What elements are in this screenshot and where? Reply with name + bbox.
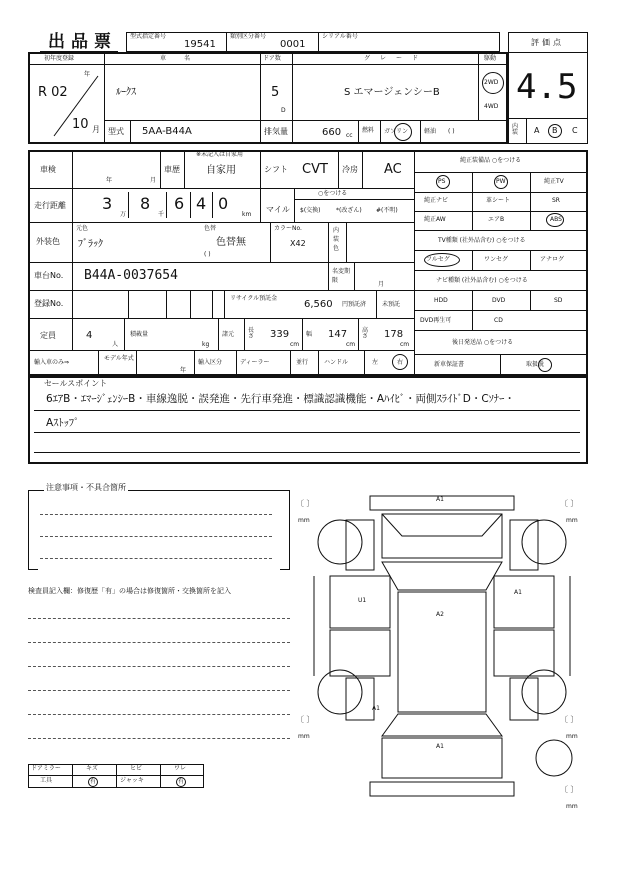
history-note: ※未記入は自家用 — [196, 151, 244, 158]
handle-label: ハンドル — [324, 359, 349, 366]
navi-label: ナビ種類 (社外品含む) ○をつける — [436, 277, 528, 284]
recycle-value: 6,560 — [304, 299, 333, 310]
sheet-title: 出品票 — [48, 32, 117, 52]
inspection-year-unit: 年 — [106, 177, 113, 184]
mark-right-door: A1 — [514, 589, 522, 596]
repaint-paren: ( ) — [204, 251, 211, 258]
shift-label: シフト — [264, 165, 288, 174]
reg-no-label: 登録No. — [34, 299, 64, 308]
roof — [398, 592, 486, 712]
altered-option: *(改ざん) — [336, 207, 362, 214]
interior-a: A — [534, 126, 540, 135]
first-reg-label: 初年度登録 — [44, 55, 75, 62]
man-unit: 万 — [120, 211, 127, 218]
legend-tool-value: 有 — [90, 778, 97, 785]
sales-line-1: 6ｴｱB・ｴﾏｰｼﾞｪﾝｼｰB・車線逸脱・誤発進・先行車発進・標識認識機能・Aﾊｲﾋﾞ・両側ｽﾗｲﾄﾞD・Cｿﾅｰ・ — [46, 393, 515, 405]
tread-bracket-spare: 〔 〕 — [560, 785, 579, 794]
model-year-label: モデル年式 — [104, 355, 134, 362]
sales-line-2: Aｽﾄｯﾌﾟ — [46, 417, 80, 429]
history-value: 自家用 — [206, 165, 236, 176]
model-year-unit: 年 — [180, 367, 187, 374]
mark-rear-bumper: A1 — [436, 743, 444, 750]
equip-leather: 革シート — [486, 197, 511, 204]
mark-left-door: U1 — [358, 597, 367, 604]
right-quarter — [510, 678, 538, 720]
legend-header-3: ワレ — [174, 765, 187, 772]
displacement-label: 排気量 — [264, 127, 288, 136]
length-value: 339 — [270, 329, 290, 340]
dealer-option: ディーラー — [240, 359, 270, 366]
equip-navi: 純正ナビ — [424, 197, 449, 204]
mile-label: マイル — [266, 205, 290, 214]
recycle-label-1: リサイクル預託金 — [230, 295, 278, 302]
legend-header-2: ヒビ — [130, 765, 143, 772]
import-label: 輸入車のみ⇒ — [34, 359, 70, 366]
shift-value: CVT — [302, 162, 328, 177]
equip-ps: PS — [438, 178, 446, 185]
doors-label: ドア数 — [263, 55, 281, 62]
displacement-value: 660 — [322, 127, 342, 138]
interior-color-label: 内装色 — [333, 227, 340, 252]
recycle-unpaid: 未預託 — [382, 301, 401, 308]
tread-mm-fr: mm — [566, 517, 578, 524]
color-label: 外装色 — [36, 237, 60, 246]
mileage-digit-2: 8 — [140, 194, 151, 213]
serial-label: シリアル番号 — [322, 33, 358, 40]
door-type: D — [281, 107, 286, 114]
manual-label: 取扱説 — [526, 361, 545, 368]
height-label: 高さ — [362, 327, 369, 340]
fuel-value: ガソリン — [384, 128, 409, 135]
length-unit: cm — [290, 341, 300, 348]
mark-note: ○をつける — [318, 190, 348, 197]
mileage-digit-1: 3 — [102, 194, 113, 213]
type-no-label: 型式指定番号 — [130, 33, 167, 40]
grade-label: グレード — [364, 55, 429, 62]
class-no-value: 0001 — [280, 39, 306, 50]
spare-wheel — [536, 740, 572, 776]
color-no-label: カラーNo. — [274, 225, 302, 232]
warranty-label: 新車保証書 — [434, 361, 465, 368]
legend-tool-label: 工具 — [40, 777, 53, 784]
model-label: 型式 — [108, 127, 124, 136]
drive-label: 駆動 — [484, 55, 497, 62]
left-quarter — [346, 678, 374, 720]
tread-mm-fl: mm — [298, 517, 310, 524]
score-label: 評価点 — [531, 38, 564, 47]
manual-circle — [538, 358, 552, 372]
equip-sr: SR — [552, 197, 560, 204]
mark-roof: A2 — [436, 611, 444, 618]
km-unit: km — [242, 211, 252, 218]
tv-analog: アナログ — [540, 256, 565, 263]
color-no-value: X42 — [290, 239, 306, 248]
capacity-unit: 人 — [112, 341, 119, 348]
first-reg-month: 10 — [72, 117, 89, 132]
repaint-value: 色替無 — [216, 237, 246, 248]
parallel-option: 並行 — [296, 359, 309, 366]
navi-hdd: HDD — [434, 297, 448, 304]
rear-window — [382, 714, 502, 736]
chassis-label: 車台No. — [34, 271, 64, 280]
ac-value: AC — [384, 162, 402, 177]
tread-bracket-rl: 〔 〕 — [296, 715, 315, 724]
mileage-digit-4: 4 — [196, 194, 207, 213]
front-right-fender — [510, 520, 538, 570]
handle-right: 右 — [397, 359, 404, 366]
mileage-label: 走行距離 — [34, 201, 66, 210]
capacity-value: 4 — [86, 330, 93, 341]
tv-fullseg-circle — [424, 253, 460, 267]
inspection-label: 車検 — [40, 165, 56, 174]
original-color-label: 元色 — [76, 225, 89, 232]
inspector-label: 検査員記入欄：修復歴「有」の場合は修復箇所・交換箇所を記入 — [28, 587, 231, 595]
interior-b: B — [552, 126, 558, 135]
later-label: 後日発送品 ○をつける — [452, 339, 514, 346]
exchange-option: $(交換) — [300, 207, 321, 214]
doors-value: 5 — [271, 85, 280, 100]
tread-mm-spare: mm — [566, 803, 578, 810]
recycle-unit: 円預託済 — [342, 301, 367, 308]
light-oil-paren: ( ) — [448, 128, 455, 135]
car-name-label: 車名 — [160, 55, 209, 62]
windshield — [382, 562, 502, 590]
drive-4wd: 4WD — [484, 103, 499, 110]
front-left-fender — [346, 520, 374, 570]
tv-fullseg: フルセグ — [426, 256, 450, 263]
cc-unit: cc — [346, 132, 353, 139]
width-label: 幅 — [306, 331, 313, 338]
sales-label: セールスポイント — [44, 379, 108, 388]
rear-bumper — [370, 782, 514, 796]
header-number-box — [126, 32, 500, 52]
equip-tv: 純正TV — [544, 178, 564, 185]
sales-block — [28, 376, 588, 464]
height-unit: cm — [400, 341, 410, 348]
light-oil-label: 軽油 — [424, 128, 437, 135]
tv-label: TV種類 (社外品含む) ○をつける — [438, 237, 526, 244]
wheel-front-left — [318, 520, 362, 564]
caution-label: 注意事項・不具合箇所 — [46, 483, 126, 492]
capacity-label: 定員 — [40, 331, 56, 340]
legend-header-1: キズ — [86, 765, 98, 772]
mileage-digit-3: 6 — [174, 194, 185, 213]
navi-sd: SD — [554, 297, 563, 304]
equip-aw: 純正AW — [424, 216, 446, 223]
cd-label: CD — [494, 317, 503, 324]
dims-label: 諸元 — [222, 331, 235, 338]
dvd-play-label: DVD再生可 — [420, 317, 452, 324]
equip-abs: ABS — [550, 216, 562, 223]
equip-pw: PW — [496, 178, 506, 185]
tread-mm-rl: mm — [298, 733, 310, 740]
type-no-value: 19541 — [184, 39, 216, 50]
left-rear-door — [330, 630, 390, 676]
fuel-label: 燃料 — [362, 127, 375, 134]
import-class-label: 輸入区分 — [198, 359, 223, 366]
length-label: 長さ — [248, 327, 255, 340]
score-value: 4.5 — [516, 67, 578, 107]
mileage-digit-5: 0 — [218, 194, 229, 213]
tv-oneseg: ワンセグ — [484, 256, 509, 263]
width-unit: cm — [346, 341, 356, 348]
right-front-door — [494, 576, 554, 628]
legend-jack-label: ジャッキ — [120, 777, 144, 784]
width-value: 147 — [328, 329, 348, 340]
right-rear-door — [494, 630, 554, 676]
tread-bracket-fl: 〔 〕 — [296, 499, 315, 508]
handle-left: 左 — [372, 359, 379, 366]
tread-bracket-rr: 〔 〕 — [560, 715, 579, 724]
first-reg-era: R 02 — [38, 85, 68, 100]
mark-front-bumper: A1 — [436, 496, 444, 503]
wheel-rear-right — [522, 670, 566, 714]
wheel-rear-left — [318, 670, 362, 714]
car-name-value: ﾙｰｸｽ — [116, 87, 136, 98]
tread-mm-rr: mm — [566, 733, 578, 740]
equip-ps-circle — [436, 175, 450, 189]
ac-label: 冷房 — [342, 165, 358, 174]
grade-value: S エマージェンシーB — [344, 87, 440, 98]
wheel-front-right — [522, 520, 566, 564]
navi-dvd: DVD — [492, 297, 506, 304]
history-label: 車歴 — [164, 165, 180, 174]
interior-label: 内装 — [512, 123, 519, 136]
original-color-value: ﾌﾞﾗｯｸ — [78, 239, 103, 250]
month-unit: 月 — [92, 125, 100, 134]
legend-jack-value: 有 — [178, 778, 185, 785]
interior-c: C — [572, 126, 578, 135]
load-unit: kg — [202, 341, 210, 348]
model-value: 5AA-B44A — [142, 126, 192, 137]
expiry-label: 名変期限 — [332, 268, 351, 284]
repaint-label: 色替 — [204, 225, 217, 232]
class-no-label: 類別区分番号 — [230, 33, 267, 40]
inspection-month-unit: 月 — [150, 177, 157, 184]
sen-unit: 千 — [158, 211, 165, 218]
genuine-label: 純正装備品 ○をつける — [460, 157, 522, 164]
year-unit: 年 — [84, 71, 91, 78]
equip-abs-circle — [546, 213, 564, 227]
equip-pw-circle — [494, 175, 508, 189]
mark-left-quarter: A1 — [372, 705, 380, 712]
expiry-month: 月 — [378, 281, 385, 288]
chassis-value: B44A-0037654 — [84, 268, 178, 283]
drive-2wd: 2WD — [484, 79, 499, 86]
height-value: 178 — [384, 329, 404, 340]
load-label: 積載量 — [130, 331, 149, 338]
car-diagram — [290, 480, 600, 810]
equip-airbag: エアB — [488, 216, 505, 223]
unknown-option: #(不明) — [376, 207, 398, 214]
legend-header-0: ドアミラー — [31, 765, 61, 772]
tread-bracket-fr: 〔 〕 — [560, 499, 579, 508]
